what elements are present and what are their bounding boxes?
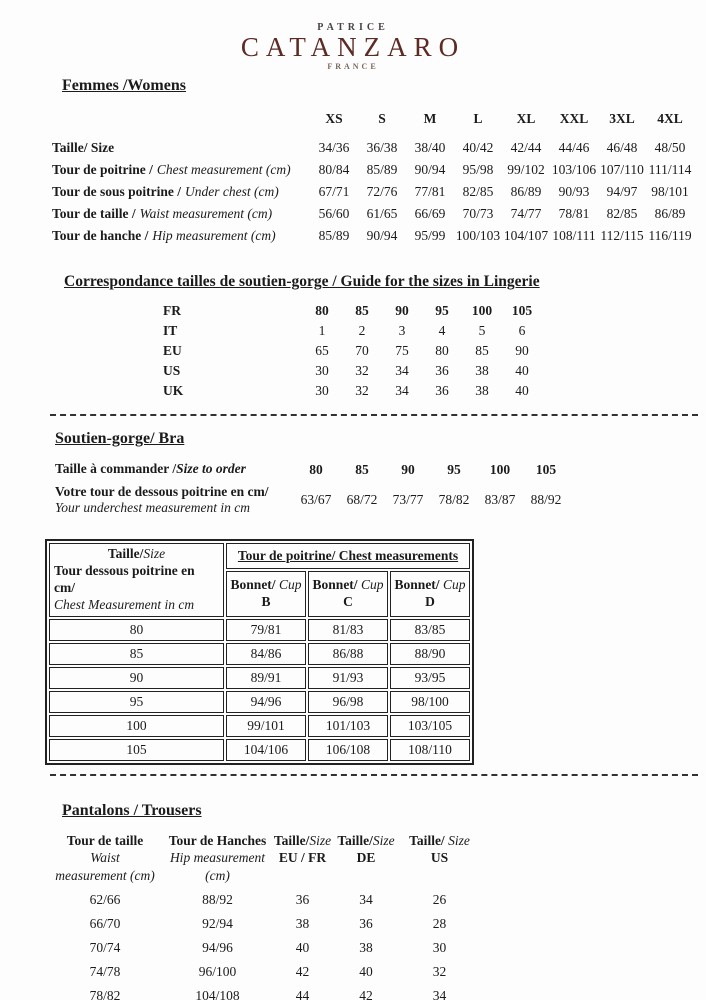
lingerie-row-eu xyxy=(145,341,542,361)
lingerie-row-us xyxy=(145,361,542,381)
lingerie-value: 95 xyxy=(435,303,449,319)
size-header: M xyxy=(423,111,437,127)
row-label-fr: Tour de hanche / xyxy=(52,228,149,244)
lingerie-value: 5 xyxy=(478,323,486,339)
size-value: 70/73 xyxy=(462,206,494,222)
size-value: 74/77 xyxy=(510,206,542,222)
size-header-row xyxy=(52,107,694,137)
brand-country-text: FRANCE xyxy=(327,61,379,71)
cup-value: 89/91 xyxy=(226,667,306,689)
trousers-value: 42 xyxy=(295,964,310,980)
size-value: 77/81 xyxy=(414,184,446,200)
chest-measurements-header-text: Tour de poitrine/ Chest measurements xyxy=(237,547,459,563)
empty-corner-cell xyxy=(52,107,310,137)
size-value: 80/84 xyxy=(318,162,350,178)
row-label-en: Waist measurement (cm) xyxy=(139,206,273,222)
trousers-value: 32 xyxy=(432,964,447,980)
cup-value: 101/103 xyxy=(308,715,388,737)
cup-value: 96/98 xyxy=(308,691,388,713)
lingerie-value: 32 xyxy=(355,363,369,379)
size-header: XXL xyxy=(559,111,589,127)
row-label-en: Your underchest measurement in cm xyxy=(55,499,250,515)
lingerie-value: 90 xyxy=(395,303,409,319)
size-value: 66/69 xyxy=(414,206,446,222)
size-value: 78/81 xyxy=(558,206,590,222)
lingerie-value: 80 xyxy=(435,343,449,359)
trousers-value: 78/82 xyxy=(89,988,121,1000)
corner-line3: Chest Measurement in cm xyxy=(54,596,195,612)
band-size: 105 xyxy=(49,739,224,761)
lingerie-value: 105 xyxy=(511,303,533,319)
cup-row-100 xyxy=(49,715,470,737)
row-label-fr: Tour de taille / xyxy=(52,206,136,222)
row-label-fr: Tour de sous poitrine / xyxy=(52,184,182,200)
trousers-value: 26 xyxy=(432,892,447,908)
lingerie-value: 40 xyxy=(515,363,529,379)
lingerie-correspondence-table xyxy=(145,301,542,401)
lingerie-section-title: Correspondance tailles de soutien-gorge / Guide for the sizes in Lingerie xyxy=(64,273,540,291)
lingerie-value: 40 xyxy=(515,383,529,399)
trousers-value: 40 xyxy=(359,964,373,980)
row-label xyxy=(52,203,310,225)
trousers-row xyxy=(45,984,482,1000)
cup-value: 84/86 xyxy=(226,643,306,665)
cup-row-95 xyxy=(49,691,470,713)
corner-line2: Tour dessous poitrine en cm/ xyxy=(54,562,195,595)
underchest-value: 83/87 xyxy=(484,491,516,507)
lingerie-row-it xyxy=(145,321,542,341)
cup-value: 81/83 xyxy=(308,619,388,641)
lingerie-value: 85 xyxy=(355,303,369,319)
size-value: 82/85 xyxy=(606,206,638,222)
trousers-value: 74/78 xyxy=(89,964,121,980)
size-value: 36/38 xyxy=(366,140,398,156)
lingerie-value: 70 xyxy=(355,343,369,359)
row-label-en: Under chest (cm) xyxy=(185,184,279,200)
lingerie-value: 38 xyxy=(475,363,489,379)
band-size: 90 xyxy=(49,667,224,689)
underchest-value: 78/82 xyxy=(438,491,470,507)
chest-measurements-header xyxy=(226,543,470,568)
cup-row-85 xyxy=(49,643,470,665)
lingerie-value: 36 xyxy=(435,383,449,399)
hip-header: Tour de Hanches Hip measurement (cm) xyxy=(168,832,267,883)
corner-taille-label: Taille/ xyxy=(107,546,144,562)
lingerie-value: 34 xyxy=(395,363,409,379)
size-us-header: Taille/ Size US xyxy=(409,832,470,866)
cup-b-header: Bonnet/ Cup B xyxy=(226,571,306,617)
size-header: 4XL xyxy=(657,111,683,127)
trousers-value: 38 xyxy=(295,916,310,932)
trousers-value: 38 xyxy=(359,940,373,956)
trousers-size-table xyxy=(45,832,482,1000)
lingerie-value: 75 xyxy=(395,343,409,359)
size-value: 98/101 xyxy=(651,184,689,200)
lingerie-value: 30 xyxy=(315,363,329,379)
row-label xyxy=(52,137,310,159)
country-label: FR xyxy=(163,303,181,319)
cup-table-header-row xyxy=(49,543,470,568)
size-header: 3XL xyxy=(609,111,635,127)
trousers-value: 28 xyxy=(432,916,447,932)
cup-value: 108/110 xyxy=(390,739,470,761)
cup-value: 86/88 xyxy=(308,643,388,665)
cup-value: 91/93 xyxy=(308,667,388,689)
trousers-value: 94/96 xyxy=(202,940,233,956)
cup-table-corner-cell xyxy=(49,543,224,617)
measurement-row-taille-waist xyxy=(52,203,694,225)
size-value: 90/94 xyxy=(366,228,398,244)
row-label xyxy=(52,225,310,247)
lingerie-row-uk xyxy=(145,381,542,401)
row-label-en: Size to order xyxy=(176,461,246,477)
trousers-value: 34 xyxy=(359,892,373,908)
underchest-value: 73/77 xyxy=(392,491,424,507)
lingerie-value: 6 xyxy=(518,323,526,339)
brand-name-text: CATANZARO xyxy=(240,32,466,62)
womens-section-title: Femmes /Womens xyxy=(62,77,186,95)
trousers-section-title: Pantalons / Trousers xyxy=(62,801,202,819)
size-value: 61/65 xyxy=(366,206,398,222)
bra-size: 80 xyxy=(309,461,323,477)
trousers-row xyxy=(45,888,482,912)
measurement-row-taille xyxy=(52,137,694,159)
band-size: 80 xyxy=(49,619,224,641)
cup-row-90 xyxy=(49,667,470,689)
size-value: 111/114 xyxy=(648,162,692,178)
trousers-value: 42 xyxy=(359,988,373,1000)
measurement-row-hanche xyxy=(52,225,694,247)
bra-size-row xyxy=(55,458,569,480)
trousers-header-row xyxy=(45,832,482,889)
row-label-en: Hip measurement (cm) xyxy=(152,228,276,244)
row-label xyxy=(52,159,310,181)
size-value: 46/48 xyxy=(606,140,638,156)
trousers-value: 96/100 xyxy=(198,964,237,980)
lingerie-value: 2 xyxy=(358,323,366,339)
row-label-fr: Votre tour de dessous poitrine en cm/ xyxy=(55,483,269,499)
corner-size-label: Size xyxy=(143,546,166,562)
row-label-fr: Taille à commander / xyxy=(55,461,177,477)
lingerie-value: 1 xyxy=(318,323,326,339)
dashed-separator xyxy=(50,774,698,776)
bra-size: 100 xyxy=(489,461,511,477)
size-value: 94/97 xyxy=(606,184,638,200)
size-value: 42/44 xyxy=(510,140,542,156)
trousers-value: 44 xyxy=(295,988,310,1000)
trousers-value: 30 xyxy=(432,940,447,956)
trousers-value: 36 xyxy=(295,892,310,908)
cup-value: 103/105 xyxy=(390,715,470,737)
size-value: 34/36 xyxy=(318,140,350,156)
lingerie-value: 32 xyxy=(355,383,369,399)
row-label-en: Chest measurement (cm) xyxy=(156,162,291,178)
lingerie-value: 38 xyxy=(475,383,489,399)
size-value: 112/115 xyxy=(600,228,644,244)
cup-value: 106/108 xyxy=(308,739,388,761)
cup-value: 104/106 xyxy=(226,739,306,761)
lingerie-value: 100 xyxy=(471,303,493,319)
brand-logo xyxy=(0,0,706,71)
measurement-row-sous-poitrine xyxy=(52,181,694,203)
lingerie-value: 90 xyxy=(515,343,529,359)
cup-size-table xyxy=(45,539,474,765)
row-label-fr: Taille/ Size xyxy=(52,140,115,156)
bra-size: 90 xyxy=(401,461,415,477)
size-value: 72/76 xyxy=(366,184,398,200)
underchest-value: 63/67 xyxy=(300,491,332,507)
underchest-value: 88/92 xyxy=(530,491,562,507)
country-label: UK xyxy=(163,383,184,399)
size-value: 38/40 xyxy=(414,140,446,156)
size-value: 90/93 xyxy=(558,184,590,200)
size-header: S xyxy=(378,111,386,127)
trousers-row xyxy=(45,936,482,960)
bra-size: 105 xyxy=(535,461,557,477)
cup-value: 83/85 xyxy=(390,619,470,641)
trousers-row xyxy=(45,912,482,936)
trousers-value: 104/108 xyxy=(195,988,240,1000)
trousers-value: 62/66 xyxy=(89,892,121,908)
size-value: 95/99 xyxy=(414,228,446,244)
size-value: 40/42 xyxy=(462,140,494,156)
size-header: XS xyxy=(325,111,343,127)
bra-underchest-row xyxy=(55,481,569,519)
lingerie-value: 30 xyxy=(315,383,329,399)
row-label xyxy=(55,481,293,519)
size-header: L xyxy=(473,111,483,127)
cup-value: 98/100 xyxy=(390,691,470,713)
size-value: 86/89 xyxy=(510,184,542,200)
lingerie-value: 34 xyxy=(395,383,409,399)
country-label: US xyxy=(163,363,181,379)
size-value: 44/46 xyxy=(558,140,590,156)
cup-value: 94/96 xyxy=(226,691,306,713)
lingerie-value: 80 xyxy=(315,303,329,319)
lingerie-value: 65 xyxy=(315,343,329,359)
womens-size-table xyxy=(52,107,694,247)
lingerie-row-fr xyxy=(145,301,542,321)
lingerie-value: 85 xyxy=(475,343,489,359)
band-size: 85 xyxy=(49,643,224,665)
dashed-separator xyxy=(50,414,698,416)
size-header: XL xyxy=(516,111,536,127)
trousers-value: 66/70 xyxy=(89,916,121,932)
size-eu-fr-header: Taille/Size EU / FR xyxy=(273,832,332,866)
cup-value: 99/101 xyxy=(226,715,306,737)
trousers-value: 92/94 xyxy=(202,916,233,932)
size-value: 99/102 xyxy=(507,162,545,178)
lingerie-value: 4 xyxy=(438,323,446,339)
bra-size: 95 xyxy=(447,461,461,477)
band-size: 100 xyxy=(49,715,224,737)
size-value: 56/60 xyxy=(318,206,350,222)
band-size: 95 xyxy=(49,691,224,713)
trousers-value: 70/74 xyxy=(89,940,121,956)
size-value: 116/119 xyxy=(648,228,692,244)
size-value: 107/110 xyxy=(600,162,644,178)
cup-c-header: Bonnet/ Cup C xyxy=(308,571,388,617)
brand-top-text: PATRICE xyxy=(317,22,389,33)
country-label: IT xyxy=(163,323,178,339)
size-value: 104/107 xyxy=(503,228,549,244)
cup-d-header: Bonnet/ Cup D xyxy=(390,571,470,617)
size-value: 48/50 xyxy=(654,140,686,156)
size-value: 85/89 xyxy=(366,162,398,178)
row-label xyxy=(52,181,310,203)
cup-row-80 xyxy=(49,619,470,641)
size-value: 67/71 xyxy=(318,184,350,200)
size-value: 103/106 xyxy=(551,162,597,178)
size-value: 86/89 xyxy=(654,206,686,222)
underchest-value: 68/72 xyxy=(346,491,378,507)
waist-header: Tour de taille Waist measurement (cm) xyxy=(55,832,155,883)
cup-row-105 xyxy=(49,739,470,761)
trousers-value: 36 xyxy=(359,916,373,932)
country-label: EU xyxy=(163,343,182,359)
lingerie-value: 36 xyxy=(435,363,449,379)
size-value: 100/103 xyxy=(455,228,501,244)
size-de-header: Taille/Size DE xyxy=(337,832,395,866)
size-value: 95/98 xyxy=(462,162,494,178)
bra-section-title: Soutien-gorge/ Bra xyxy=(55,430,185,448)
lingerie-value: 3 xyxy=(398,323,406,339)
size-value: 108/111 xyxy=(552,228,596,244)
size-value: 90/94 xyxy=(414,162,446,178)
cup-value: 88/90 xyxy=(390,643,470,665)
size-value: 82/85 xyxy=(462,184,494,200)
trousers-row xyxy=(45,960,482,984)
row-label xyxy=(55,458,293,480)
bra-size-table xyxy=(55,458,569,519)
measurement-row-poitrine xyxy=(52,159,694,181)
cup-value: 93/95 xyxy=(390,667,470,689)
trousers-value: 40 xyxy=(295,940,310,956)
trousers-value: 34 xyxy=(432,988,447,1000)
cup-value: 79/81 xyxy=(226,619,306,641)
trousers-value: 88/92 xyxy=(202,892,233,908)
row-label-fr: Tour de poitrine / xyxy=(52,162,153,178)
size-value: 85/89 xyxy=(318,228,350,244)
bra-size: 85 xyxy=(355,461,369,477)
